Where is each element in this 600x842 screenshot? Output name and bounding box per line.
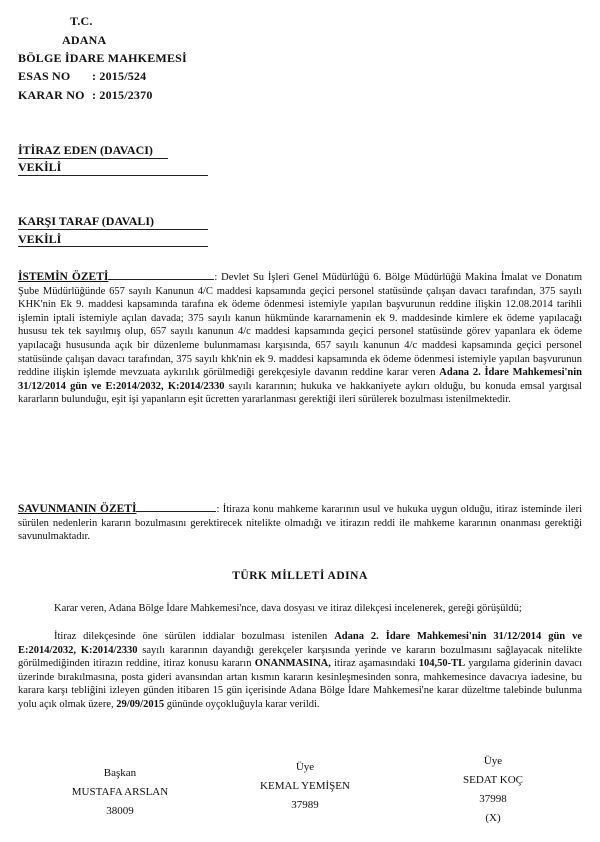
signature-member-1-number: 37989 <box>291 799 319 811</box>
decision-p2-amount: 104,50-TL <box>418 658 466 670</box>
signature-member-2-note: (X) <box>485 812 501 824</box>
signature-member-2 <box>428 752 558 828</box>
defense-summary-underline <box>136 502 216 512</box>
signature-president-number: 38009 <box>106 805 134 817</box>
decision-paragraph-1: Karar veren, Adana Bölge İdare Mahkemesi'nce, dava dosyası ve itiraz dilekçesi incelenerek, gereği görüşüldü; <box>54 603 522 614</box>
header-court: BÖLGE İDARE MAHKEMESİ <box>18 51 187 65</box>
defense-summary <box>18 502 582 544</box>
request-summary <box>18 270 582 407</box>
decision-p2-onanmasina: ONANMASINA, <box>254 658 331 670</box>
signature-president-name: MUSTAFA ARSLAN <box>71 786 169 798</box>
signature-member-2-title: Üye <box>483 755 503 767</box>
decision-p2-court-ref: Adana 2. İdare Mahkemesi'nin 31/12/2014 gün ve E:2014/2032, K:2014/2330 <box>18 631 582 656</box>
signature-member-2-number: 37998 <box>479 793 507 805</box>
objector-attorney-line <box>18 175 208 176</box>
esas-value: : 2015/524 <box>92 69 147 83</box>
karar-value: : 2015/2370 <box>92 88 153 102</box>
esas-label: ESAS NO <box>18 69 71 83</box>
objector-attorney: VEKİLİ <box>18 160 62 174</box>
decision-p2-date: 29/09/2015 <box>116 698 165 710</box>
decision-p2-e: yargılama giderinin davacı üzerinde bırakılmasına, posta gideri avansından artan kısmın kararın kesinleşmesinden sonra, mahkemesince davacıya iadesine, bu karara karşı tebliğini izleyen günden itibaren 15 gün içerisinde Adana Bölge İdare Mahkemesi'ne karar düzeltme talebinde bulunma yolu açık olmak üzere, <box>18 658 582 710</box>
objector-label: İTİRAZ EDEN (DAVACI) <box>18 143 153 157</box>
request-summary-underline <box>108 270 214 280</box>
header-city: ADANA <box>62 33 107 47</box>
signature-member-1 <box>240 758 370 815</box>
signature-president-title: Başkan <box>103 767 137 779</box>
defense-summary-label: SAVUNMANIN ÖZETİ <box>18 503 137 515</box>
decision-p2-d: itiraz aşamasındaki <box>330 658 419 670</box>
request-summary-label: İSTEMİN ÖZETİ <box>18 271 109 283</box>
signature-member-1-name: KEMAL YEMİŞEN <box>260 780 350 792</box>
request-summary-court-ref: Adana 2. İdare Mahkemesi'nin 31/12/2014 gün ve E:2014/2032, K:2014/2330 <box>18 367 582 392</box>
request-summary-text-2: sayılı kararının; hukuka ve hakkaniyete aykırı olduğu, bu konuda emsal yargısal kararların bulunduğu, eşit işi yapanların eşit ücretten yararlanması gerektiği ileri sürülerek bozulması istenilmektedir. <box>18 380 582 406</box>
other-party-attorney: VEKİLİ <box>18 232 62 246</box>
karar-label: KARAR NO <box>18 88 85 102</box>
defense-summary-text: : İtiraza konu mahkeme kararının usul ve hukuka uygun olduğu, itiraz isteminde ileri sürülen nedenlerin kararın bozulmasını gerektirecek nitelikte olmadığı ve itirazın reddi ile mahkeme kararının onanması gerektiği savunulmaktadır. <box>18 504 582 543</box>
other-party-underline <box>18 229 208 230</box>
decision-p2-a: İtiraz dilekçesinde öne sürülen iddialar bozulması istenilen <box>54 631 335 642</box>
decision-paragraph-2 <box>18 630 582 712</box>
signature-member-2-name: SEDAT KOÇ <box>462 774 523 786</box>
request-summary-text-1: : Devlet Su İşleri Genel Müdürlüğü 6. Bölge Müdürlüğü Makina İmalat ve Donatım Şube Müdürlüğünde 657 sayılı Kanunun 4/C maddesi kapsamında geçici personel statüsünde çalışan davacı tarafından, 375 sayılı KHK'nin Ek 9. maddesi kapsamında tarafına ek ödeme ödenmesi istemiyle yapılan başvurunun reddine ilişkin 12.08.2014 tarihli işlemin iptali istemiyle açılan davada; 375 sayılı kanun hükmünde kararnamenin ek 9. maddesinde kimlere ek ödeme yapılacağı hususu tek tek sayılmış olup, 657 sayılı kanunun 4/c maddesi kapsamında geçici personel statüsünde görev yapanlara ek ödeme yapılacağı hususunda açık bir düzenleme bulunmaması karşısında, 657 sayılı kanunun 4/c maddesi kapsamında geçici personel statüsünde çalışan davacı tarafından, 375 sayılı khk'nin ek 9. maddesi kapsamında ek ödeme ödenmesi istemiyle yapılan başvurunun reddine ilişkin işlemde mevzuata aykırılık görülmediği gerekçesiyle davanın reddine karar veren <box>18 272 583 379</box>
signature-member-1-title: Üye <box>295 761 315 773</box>
decision-p2-f: gününde oyçokluğuyla karar verildi. <box>164 698 320 710</box>
decision-heading: TÜRK MİLLETİ ADINA <box>232 570 368 582</box>
objector-underline <box>18 158 168 159</box>
decision-p2-c: sayılı kararının dayandığı gerekçeler karşısında yerinde ve kararın bozulmasını sağlayacak nitelikte görülmediğinden itirazın reddine, itiraz konusu kararın <box>18 644 582 670</box>
other-attorney-line <box>18 246 208 247</box>
header-tc: T.C. <box>70 14 93 28</box>
signature-president <box>55 764 185 821</box>
other-party-label: KARŞI TARAF (DAVALI) <box>18 214 155 228</box>
